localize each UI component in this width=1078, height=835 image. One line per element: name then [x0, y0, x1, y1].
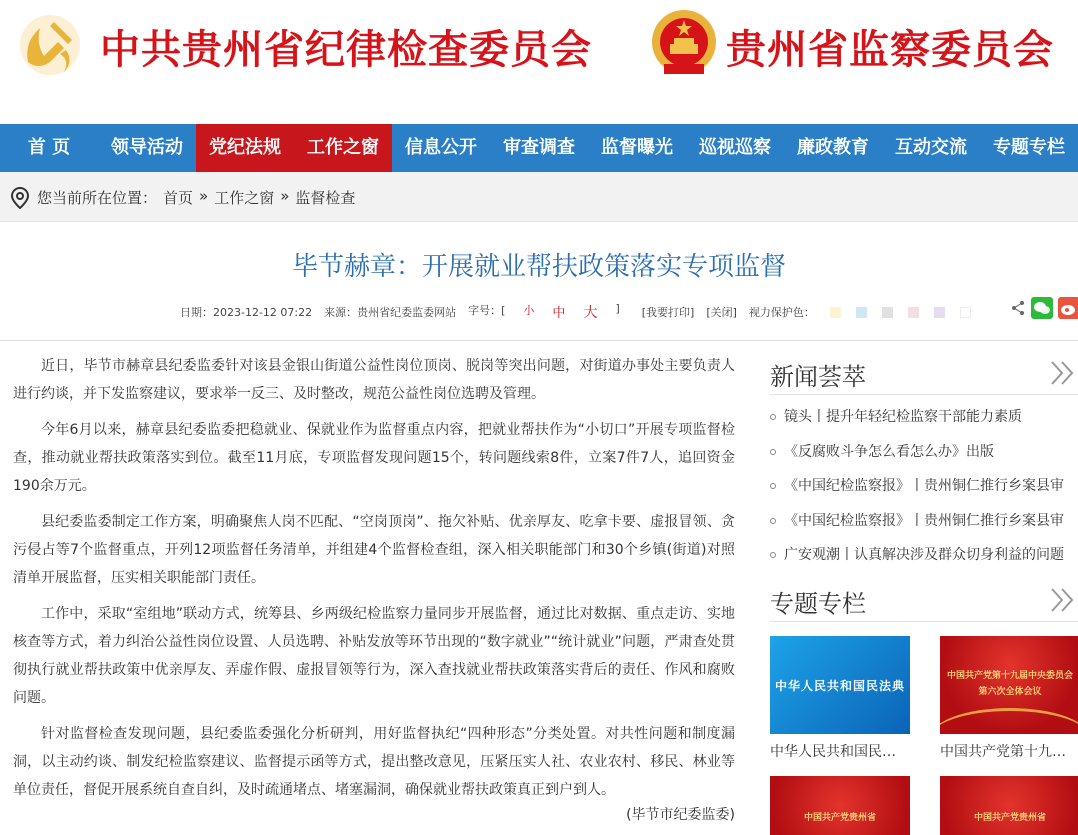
bullet-icon — [770, 414, 776, 420]
nav-item-interaction[interactable]: 互动交流 — [895, 137, 967, 158]
topic-card[interactable] — [770, 776, 910, 835]
news-list — [770, 400, 1078, 573]
breadcrumb-work-window[interactable]: 工作之窗 — [214, 189, 275, 207]
news-link[interactable]: 《中国纪检监察报》丨贵州铜仁推行乡案县审 — [784, 512, 1064, 529]
article-paragraph: 今年6月以来，赫章县纪委监委把稳就业、保就业作为监督重点内容，把就业帮扶作为“小切口”开展专项监督检查，推动就业帮扶政策落实到位。截至11月底，专项监督发现问题15个，转问题线索8件，立案7件7人，追回资金190余万元。 — [13, 422, 735, 494]
news-link[interactable]: 广安观潮丨认真解决涉及群众切身利益的问题 — [784, 547, 1064, 563]
article-title: 毕节赫章：开展就业帮扶政策落实专项监督 — [291, 252, 786, 282]
topics-section-divider — [770, 621, 1078, 622]
party-emblem-icon — [14, 12, 86, 78]
bullet-icon — [770, 483, 776, 489]
bullet-icon — [770, 518, 776, 524]
close-link[interactable]: [关闭] — [706, 306, 737, 319]
topic-image-text: 第六次全体会议 — [978, 687, 1042, 697]
article-paragraph: 近日，毕节市赫章县纪委监委针对该县金银山街道公益性岗位顶岗、脱岗等突出问题，对街道办事处主要负责人进行约谈，并下发监察建议，要求举一反三、及时整改，规范公益性岗位选聘及管理。 — [13, 358, 735, 402]
print-link[interactable]: [我要打印] — [641, 306, 695, 319]
breadcrumb-separator: » — [199, 187, 209, 205]
news-list-item[interactable] — [770, 538, 1078, 573]
news-more-icon[interactable] — [1048, 358, 1078, 388]
font-size-label: 字号：[ — [468, 304, 506, 317]
location-pin-icon — [10, 187, 30, 209]
national-emblem-icon — [650, 8, 718, 80]
topic-image-guizhou[interactable] — [770, 776, 910, 835]
news-link[interactable]: 《中国纪检监察报》丨贵州铜仁推行乡案县审 — [784, 478, 1064, 494]
news-list-item[interactable] — [770, 469, 1078, 504]
news-section-title: 新闻荟萃 — [770, 363, 866, 391]
breadcrumb-prefix: 您当前所在位置： — [37, 189, 158, 207]
breadcrumb-separator: » — [280, 187, 290, 205]
breadcrumb — [37, 187, 355, 208]
swatch-grey[interactable] — [882, 307, 893, 318]
header-divider — [0, 340, 1078, 341]
nav-item-investigation[interactable]: 审查调查 — [503, 137, 575, 158]
topic-card[interactable] — [940, 776, 1078, 835]
font-size-close: ] — [615, 302, 620, 315]
news-list-item[interactable] — [770, 435, 1078, 470]
news-link[interactable]: 《反腐败斗争怎么看怎么办》出版 — [784, 443, 994, 460]
breadcrumb-home[interactable]: 首页 — [163, 189, 194, 207]
swatch-purple[interactable] — [934, 307, 945, 318]
swatch-pink[interactable] — [908, 307, 919, 318]
share-icon[interactable] — [1011, 300, 1025, 316]
font-size-controls — [468, 302, 632, 322]
swatch-yellow[interactable] — [830, 307, 841, 318]
article-date: 日期：2023-12-12 07:22 — [180, 306, 313, 319]
swatch-white[interactable] — [960, 307, 971, 318]
breadcrumb-current[interactable]: 监督检查 — [295, 189, 356, 207]
font-size-large-button[interactable]: 大 — [583, 305, 598, 321]
site-header — [0, 0, 1078, 124]
cdi-title: 中共贵州省纪律检查委员会 — [100, 27, 592, 73]
topic-card[interactable] — [940, 636, 1078, 761]
topic-image-text: 中国共产党第十九届中央委员会 — [946, 671, 1073, 681]
topic-image-civil-code[interactable] — [770, 636, 910, 734]
nav-item-education[interactable]: 廉政教育 — [797, 137, 869, 158]
topics-more-icon[interactable] — [1048, 585, 1078, 615]
topics-section-title: 专题专栏 — [770, 590, 866, 618]
weibo-share-icon[interactable] — [1058, 297, 1078, 319]
bullet-icon — [770, 552, 776, 558]
nav-item-work-window[interactable]: 工作之窗 — [294, 124, 392, 172]
eye-care-label: 视力保护色： — [748, 306, 815, 319]
swatch-blue[interactable] — [856, 307, 867, 318]
news-link[interactable]: 镜头丨提升年轻纪检监察干部能力素质 — [784, 409, 1022, 425]
topic-image-text: 中国共产党贵州省 — [803, 813, 876, 823]
bullet-icon — [770, 449, 776, 455]
font-size-medium-button[interactable]: 中 — [552, 306, 566, 321]
news-list-item[interactable] — [770, 504, 1078, 539]
article-paragraph: 县纪委监委制定工作方案，明确聚焦人岗不匹配、“空岗顶岗”、拖欠补贴、优亲厚友、吃拿卡要、虚报冒领、贪污侵占等7个监督重点，开列12项监督任务清单，并组建4个监督检查组，深入相关职能部门和30个乡镇(街道)对照清单开展监督，压实相关职能部门责任。 — [13, 514, 735, 586]
topic-image-text: 中国共产党贵州省 — [973, 813, 1046, 823]
nav-item-home[interactable]: 首 页 — [27, 137, 71, 158]
topic-caption[interactable]: 中国共产党第十九… — [940, 744, 1066, 760]
nav-item-topics[interactable]: 专题专栏 — [993, 137, 1065, 158]
nav-item-regulations[interactable]: 党纪法规 — [196, 124, 294, 172]
main-nav — [0, 124, 1078, 172]
article-body — [13, 352, 735, 812]
topic-image-text: 中华人民共和国民法典 — [774, 678, 905, 693]
topic-image-plenary[interactable] — [940, 636, 1078, 734]
news-section-divider — [770, 394, 1078, 395]
nav-item-disclosure[interactable]: 信息公开 — [405, 137, 477, 158]
font-size-small-button[interactable]: 小 — [523, 304, 535, 317]
nav-item-inspection[interactable]: 巡视巡察 — [699, 137, 771, 158]
article-source-note: (毕节市纪委监委) — [626, 807, 735, 823]
nav-item-leadership[interactable]: 领导活动 — [111, 137, 183, 158]
decorative-arc — [940, 708, 1078, 734]
nav-item-exposure[interactable]: 监督曝光 — [601, 137, 673, 158]
topic-image-guizhou[interactable] — [940, 776, 1078, 835]
wechat-share-icon[interactable] — [1031, 297, 1053, 319]
topic-caption[interactable]: 中华人民共和国民… — [770, 744, 896, 760]
article-meta — [180, 302, 995, 322]
eye-care-swatches — [830, 307, 983, 318]
article-paragraph: 工作中，采取“室组地”联动方式，统筹县、乡两级纪检监察力量同步开展监督，通过比对数据、重点走访、实地核查等方式，着力纠治公益性岗位设置、人员选聘、补贴发放等环节出现的“数字就业”“统计就业”问题，严肃查处贯彻执行就业帮扶政策中优亲厚友、弄虚作假、虚报冒领等行为，深入查找就业帮扶政策落实背后的责任、作风和腐败问题。 — [13, 606, 735, 706]
article-paragraph: 针对监督检查发现问题，县纪委监委强化分析研判，用好监督执纪“四种形态”分类处置。对共性问题和制度漏洞，以主动约谈、制发纪检监察建议、监督提示函等方式，提出整改意见，压紧压实人社、农业农村、移民、林业等单位责任，督促开展系统自查自纠，及时疏通堵点、堵塞漏洞，确保就业帮扶政策真正到户到人。 — [13, 726, 735, 798]
supervision-commission-title: 贵州省监察委员会 — [726, 27, 1054, 73]
article-source: 来源：贵州省纪委监委网站 — [324, 306, 457, 319]
news-list-item[interactable] — [770, 400, 1078, 435]
topic-card[interactable] — [770, 636, 910, 761]
breadcrumb-bar — [0, 172, 1078, 222]
